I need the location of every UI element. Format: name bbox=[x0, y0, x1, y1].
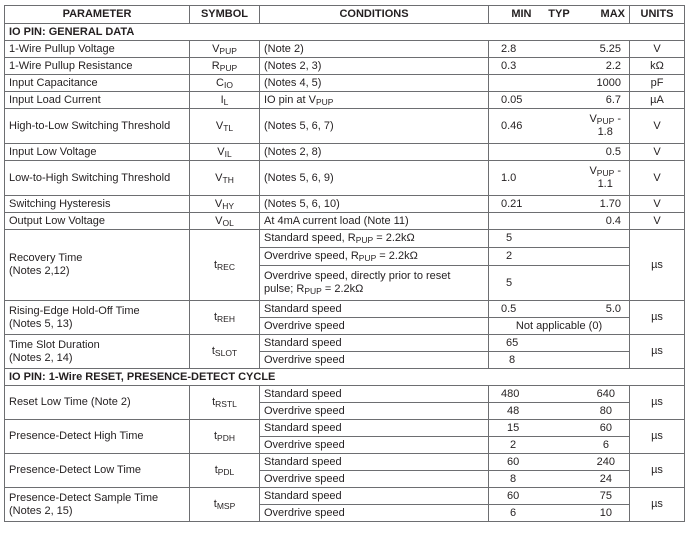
symbol-sub: PDL bbox=[217, 467, 235, 477]
table-row bbox=[5, 230, 685, 248]
values-cell bbox=[489, 471, 630, 488]
condition-cell: Overdrive speed bbox=[260, 505, 489, 522]
table-row bbox=[5, 335, 685, 352]
values-cell bbox=[489, 266, 630, 301]
condition-cell: (Note 2) bbox=[260, 41, 489, 58]
unit-cell: µs bbox=[630, 301, 685, 335]
symbol-cell bbox=[190, 41, 260, 58]
condition-text: Standard speed, R bbox=[264, 232, 356, 244]
param-cell: 1-Wire Pullup Resistance bbox=[5, 58, 190, 75]
symbol-cell bbox=[190, 109, 260, 144]
values-cell bbox=[489, 386, 630, 403]
unit-cell: µs bbox=[630, 488, 685, 522]
min-value: 2 bbox=[506, 250, 513, 262]
unit-cell: V bbox=[630, 109, 685, 144]
condition-sub: PUP bbox=[355, 235, 374, 245]
max-value: 1000 bbox=[596, 76, 621, 89]
values-cell bbox=[489, 505, 630, 522]
symbol-main: C bbox=[216, 76, 224, 89]
symbol-main: t bbox=[212, 396, 216, 408]
values-cell bbox=[489, 144, 630, 161]
symbol-sub: OL bbox=[222, 217, 234, 228]
param-cell: Reset Low Time (Note 2) bbox=[5, 386, 190, 420]
param-name: Presence-Detect Sample Time bbox=[9, 491, 159, 504]
max-value: 5.25 bbox=[599, 42, 621, 55]
table-row bbox=[5, 196, 685, 213]
param-notes: (Notes 2, 14) bbox=[9, 351, 73, 364]
symbol-main: V bbox=[215, 119, 224, 132]
min-value: 8 bbox=[509, 353, 516, 366]
symbol-sub: PUP bbox=[219, 62, 238, 73]
symbol-sub: L bbox=[223, 96, 229, 107]
symbol-main: V bbox=[215, 171, 223, 184]
values-cell bbox=[489, 248, 630, 266]
symbol-main: V bbox=[214, 197, 223, 210]
symbol-sub: REH bbox=[217, 314, 235, 324]
condition-cell: (Notes 5, 6, 7) bbox=[260, 109, 489, 144]
symbol-cell bbox=[190, 454, 260, 488]
condition-post: = 2.2kΩ bbox=[321, 283, 364, 295]
condition-sub: PUP bbox=[358, 253, 377, 263]
param-cell: Presence-Detect High Time bbox=[5, 420, 190, 454]
values-cell bbox=[489, 92, 630, 109]
param-cell: Input Capacitance bbox=[5, 75, 190, 92]
symbol-main: t bbox=[213, 258, 218, 271]
max-value: 640 bbox=[596, 387, 615, 400]
values-cell bbox=[489, 335, 630, 352]
symbol-sub: REC bbox=[217, 261, 235, 272]
min-value: 2 bbox=[510, 438, 517, 451]
symbol-cell bbox=[190, 230, 260, 301]
condition-cell: Standard speed bbox=[260, 386, 489, 403]
max-value: 5.0 bbox=[605, 302, 621, 315]
condition-cell: Overdrive speed bbox=[260, 437, 489, 454]
condition-cell bbox=[260, 92, 489, 109]
symbol-sub: TL bbox=[223, 122, 234, 133]
max-value bbox=[589, 113, 625, 139]
unit-cell: V bbox=[630, 144, 685, 161]
section-row bbox=[5, 369, 685, 386]
symbol-sub: PUP bbox=[219, 45, 237, 56]
table-row bbox=[5, 213, 685, 230]
symbol-main: t bbox=[211, 345, 215, 357]
condition-cell: Overdrive speed bbox=[260, 471, 489, 488]
min-value: 5 bbox=[506, 232, 513, 244]
condition-post: = 2.2kΩ bbox=[373, 232, 415, 244]
symbol-main: V bbox=[215, 214, 223, 227]
max-value: 0.4 bbox=[605, 214, 621, 227]
max-prefix: V bbox=[589, 165, 597, 177]
values-cell bbox=[489, 301, 630, 318]
min-value: 0.3 bbox=[501, 59, 517, 72]
values-cell bbox=[489, 213, 630, 230]
symbol-cell bbox=[190, 196, 260, 213]
max-number: 1.1 bbox=[597, 178, 613, 190]
condition-cell: Standard speed bbox=[260, 488, 489, 505]
param-name: Recovery Time bbox=[9, 252, 83, 264]
condition-cell: (Notes 2, 3) bbox=[260, 58, 489, 75]
min-value: 480 bbox=[501, 387, 520, 400]
header-units: UNITS bbox=[630, 6, 685, 24]
values-cell bbox=[489, 58, 630, 75]
values-cell: Not applicable (0) bbox=[489, 318, 630, 335]
param-cell: High-to-Low Switching Threshold bbox=[5, 109, 190, 144]
unit-cell: µs bbox=[630, 420, 685, 454]
symbol-cell bbox=[190, 144, 260, 161]
max-prefix: V bbox=[589, 113, 597, 125]
values-cell bbox=[489, 230, 630, 248]
max-value bbox=[589, 165, 625, 191]
symbol-cell bbox=[190, 420, 260, 454]
condition-sub: PUP bbox=[304, 286, 322, 296]
condition-cell bbox=[260, 248, 489, 266]
param-cell: Switching Hysteresis bbox=[5, 196, 190, 213]
values-cell bbox=[489, 41, 630, 58]
symbol-main: t bbox=[213, 498, 217, 510]
symbol-cell bbox=[190, 301, 260, 335]
symbol-cell bbox=[190, 488, 260, 522]
max-suffix: - bbox=[614, 165, 621, 177]
condition-cell: At 4mA current load (Note 11) bbox=[260, 213, 489, 230]
param-notes: (Notes 2,12) bbox=[9, 265, 70, 277]
condition-sub: PUP bbox=[315, 96, 334, 107]
values-cell bbox=[489, 488, 630, 505]
unit-cell: µs bbox=[630, 335, 685, 369]
symbol-sub: TH bbox=[222, 174, 234, 185]
condition-cell: Overdrive speed bbox=[260, 352, 489, 369]
symbol-main: t bbox=[213, 311, 218, 323]
condition-cell: (Notes 4, 5) bbox=[260, 75, 489, 92]
table-row bbox=[5, 58, 685, 75]
symbol-cell bbox=[190, 75, 260, 92]
condition-cell: Overdrive speed bbox=[260, 318, 489, 335]
symbol-sub: RSTL bbox=[215, 399, 237, 409]
max-value: 10 bbox=[599, 506, 612, 519]
unit-cell: µs bbox=[630, 230, 685, 301]
max-value: 24 bbox=[599, 472, 612, 485]
condition-cell: Standard speed bbox=[260, 420, 489, 437]
symbol-cell bbox=[190, 92, 260, 109]
symbol-cell bbox=[190, 386, 260, 420]
header-row bbox=[5, 6, 685, 24]
table-row bbox=[5, 75, 685, 92]
condition-cell: Standard speed bbox=[260, 335, 489, 352]
min-value: 1.0 bbox=[501, 172, 517, 184]
max-suffix: - bbox=[614, 113, 621, 125]
symbol-main: t bbox=[213, 430, 218, 442]
table-row bbox=[5, 161, 685, 196]
values-cell bbox=[489, 352, 630, 369]
table-row bbox=[5, 454, 685, 471]
values-cell bbox=[489, 196, 630, 213]
param-cell: Low-to-High Switching Threshold bbox=[5, 161, 190, 196]
values-cell bbox=[489, 109, 630, 144]
symbol-main: R bbox=[211, 59, 220, 72]
condition-cell: Standard speed bbox=[260, 454, 489, 471]
symbol-sub: HY bbox=[222, 200, 235, 211]
min-value: 0.21 bbox=[501, 197, 523, 210]
param-cell bbox=[5, 335, 190, 369]
param-cell: Presence-Detect Low Time bbox=[5, 454, 190, 488]
min-value: 8 bbox=[510, 472, 517, 485]
condition-cell: Standard speed bbox=[260, 301, 489, 318]
unit-cell: µs bbox=[630, 454, 685, 488]
min-value: 0.5 bbox=[501, 302, 517, 315]
min-value: 48 bbox=[507, 404, 520, 417]
unit-cell: µs bbox=[630, 386, 685, 420]
unit-cell: pF bbox=[630, 75, 685, 92]
symbol-cell bbox=[190, 58, 260, 75]
min-value: 0.05 bbox=[501, 93, 523, 106]
symbol-main: V bbox=[212, 42, 220, 55]
values-cell bbox=[489, 454, 630, 471]
condition-line1: Overdrive speed, directly prior to reset bbox=[264, 270, 451, 282]
max-sub: PUP bbox=[596, 168, 615, 178]
table-row bbox=[5, 420, 685, 437]
table-row bbox=[5, 41, 685, 58]
max-value: 6 bbox=[602, 438, 609, 451]
param-name: Rising-Edge Hold-Off Time bbox=[9, 304, 140, 317]
condition-text: pulse; R bbox=[264, 283, 305, 295]
unit-cell: µA bbox=[630, 92, 685, 109]
param-notes: (Notes 2, 15) bbox=[9, 504, 73, 517]
condition-text: IO pin at V bbox=[264, 93, 316, 106]
values-cell bbox=[489, 437, 630, 454]
param-cell: Output Low Voltage bbox=[5, 213, 190, 230]
param-cell bbox=[5, 488, 190, 522]
max-value: 240 bbox=[596, 455, 615, 468]
symbol-main: t bbox=[214, 464, 218, 476]
condition-cell bbox=[260, 266, 489, 301]
unit-cell: kΩ bbox=[630, 58, 685, 75]
unit-cell: V bbox=[630, 213, 685, 230]
symbol-cell bbox=[190, 161, 260, 196]
max-value: 6.7 bbox=[605, 93, 621, 106]
param-cell: 1-Wire Pullup Voltage bbox=[5, 41, 190, 58]
electrical-characteristics-table bbox=[4, 5, 685, 522]
param-notes: (Notes 5, 13) bbox=[9, 317, 73, 330]
section-reset: IO PIN: 1-Wire RESET, PRESENCE-DETECT CYCLE bbox=[5, 369, 685, 386]
header-typ: TYP bbox=[536, 6, 583, 24]
min-value: 5 bbox=[506, 276, 513, 289]
condition-cell: Overdrive speed bbox=[260, 403, 489, 420]
header-parameter: PARAMETER bbox=[5, 6, 190, 24]
symbol-main: V bbox=[217, 145, 225, 158]
header-conditions: CONDITIONS bbox=[260, 6, 489, 24]
condition-text: Overdrive speed, R bbox=[264, 250, 359, 262]
table-row bbox=[5, 92, 685, 109]
param-cell: Input Low Voltage bbox=[5, 144, 190, 161]
values-cell bbox=[489, 161, 630, 196]
min-value: 2.8 bbox=[501, 42, 517, 55]
condition-cell bbox=[260, 230, 489, 248]
header-min: MIN bbox=[489, 6, 536, 24]
condition-post: = 2.2kΩ bbox=[376, 250, 418, 262]
unit-cell: V bbox=[630, 196, 685, 213]
values-cell bbox=[489, 75, 630, 92]
condition-cell: (Notes 2, 8) bbox=[260, 144, 489, 161]
min-value: 65 bbox=[506, 336, 519, 349]
table-row bbox=[5, 109, 685, 144]
max-value: 80 bbox=[599, 404, 612, 417]
symbol-sub: MSP bbox=[216, 501, 236, 511]
max-value: 1.70 bbox=[599, 197, 621, 210]
param-cell: Input Load Current bbox=[5, 92, 190, 109]
max-number: 1.8 bbox=[597, 126, 613, 138]
min-value: 15 bbox=[507, 421, 520, 434]
min-value: 60 bbox=[507, 455, 520, 468]
symbol-sub: IO bbox=[223, 79, 233, 90]
condition-cell: (Notes 5, 6, 9) bbox=[260, 161, 489, 196]
param-cell bbox=[5, 230, 190, 301]
symbol-cell bbox=[190, 335, 260, 369]
table-row bbox=[5, 301, 685, 318]
values-cell bbox=[489, 403, 630, 420]
symbol-sub: SLOT bbox=[214, 348, 238, 358]
symbol-cell bbox=[190, 213, 260, 230]
max-value: 0.5 bbox=[605, 145, 621, 158]
table-row bbox=[5, 386, 685, 403]
param-name: Time Slot Duration bbox=[9, 338, 100, 351]
min-value: 0.46 bbox=[501, 120, 523, 132]
symbol-sub: IL bbox=[224, 148, 232, 159]
table-row bbox=[5, 488, 685, 505]
max-value: 2.2 bbox=[605, 59, 621, 72]
unit-cell: V bbox=[630, 41, 685, 58]
values-cell bbox=[489, 420, 630, 437]
table-row bbox=[5, 144, 685, 161]
condition-cell: (Notes 5, 6, 10) bbox=[260, 196, 489, 213]
symbol-main: I bbox=[220, 93, 224, 106]
max-sub: PUP bbox=[596, 116, 615, 126]
header-symbol: SYMBOL bbox=[190, 6, 260, 24]
symbol-sub: PDH bbox=[217, 433, 235, 443]
section-row bbox=[5, 24, 685, 41]
unit-cell: V bbox=[630, 161, 685, 196]
max-value: 60 bbox=[599, 421, 612, 434]
max-value: 75 bbox=[599, 489, 612, 502]
min-value: 6 bbox=[510, 506, 517, 519]
param-cell bbox=[5, 301, 190, 335]
section-general: IO PIN: GENERAL DATA bbox=[5, 24, 685, 41]
header-max: MAX bbox=[583, 6, 630, 24]
min-value: 60 bbox=[507, 489, 520, 502]
